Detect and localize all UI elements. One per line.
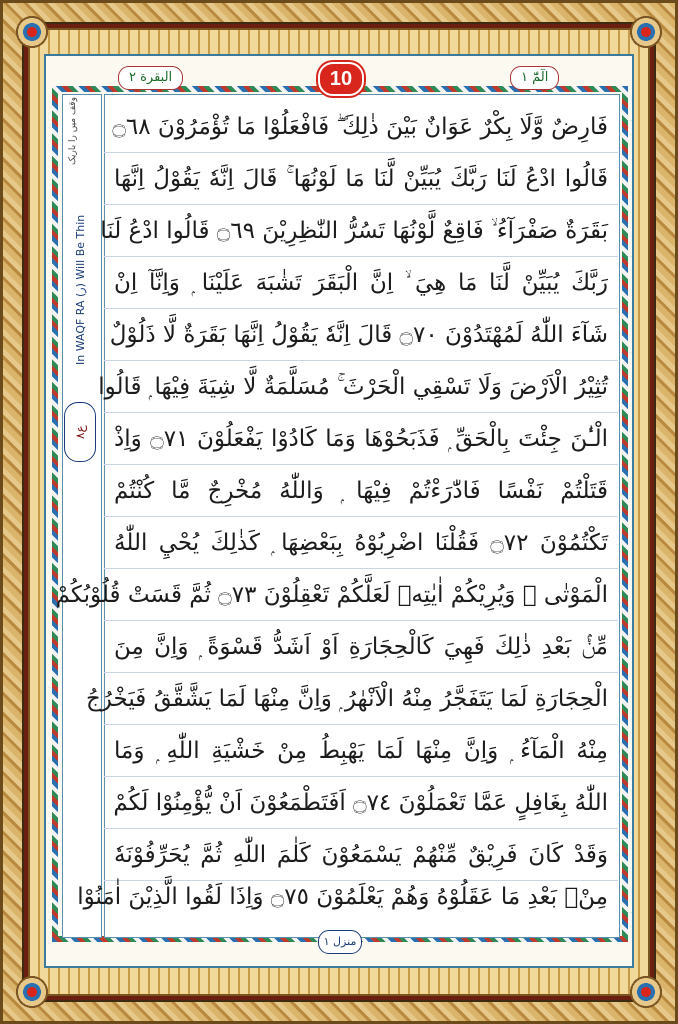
surah-label: البقرة ٢ <box>118 66 183 90</box>
margin-note: In WAQF RA (ر) Will Be Thin <box>74 214 87 366</box>
text-line: قَتَلْتُمْ نَفْسًا فَادّٰرَءْتُمْ فِيْهَا ۭ وَاللّٰهُ مُخْرِجٌ مَّا كُنْتُمْ <box>114 478 608 504</box>
text-line: وَقَدْ كَانَ فَرِيْقٌ مِّنْهُمْ يَسْمَعُوْنَ كَلٰمَ اللّٰهِ ثُمَّ يُحَرِّفُوْنَهٗ <box>114 842 608 868</box>
page-number: 10 <box>318 62 364 96</box>
text-line: مِنْهُ الْمَآءُ ۭ وَاِنَّ مِنْهَا لَمَا يَهْبِطُ مِنْ خَشْيَةِ اللّٰهِ ۭ وَمَا <box>114 738 608 764</box>
text-line: الْحِجَارَةِ لَمَا يَتَفَجَّرُ مِنْهُ الْاَنْهٰرُ ۭ وَاِنَّ مِنْهَا لَمَا يَشَّقَّقُ فَيَخْرُجُ <box>85 686 608 712</box>
text-line: مِّنْۢ بَعْدِ ذٰلِكَ فَهِيَ كَالْحِجَارَةِ اَوْ اَشَدُّ قَسْوَةً ۭ وَاِنَّ مِنَ <box>114 634 608 660</box>
text-line: مِنْۢ بَعْدِ مَا عَقَلُوْهُ وَهُمْ يَعْلَمُوْنَ ۝٧٥ وَاِذَا لَقُوا الَّذِيْنَ اٰمَنُوْا <box>77 884 608 910</box>
manzil-label: منزل ١ <box>318 930 362 954</box>
corner-ornament-icon <box>14 14 50 50</box>
corner-ornament-icon <box>628 974 664 1010</box>
text-line: تُثِيْرُ الْاَرْضَ وَلَا تَسْقِي الْحَرْثَ ۚ مُسَلَّمَةٌ لَّا شِيَةَ فِيْهَا ۭ قَالُوا <box>98 374 608 400</box>
ruku-marker: ع٨ <box>64 402 96 462</box>
text-line: قَالُوا ادْعُ لَنَا رَبَّكَ يُبَيِّنْ لَّنَا مَا لَوْنُهَا ۚ قَالَ اِنَّهٗ يَقُوْلُ اِنَّهَا <box>114 166 608 192</box>
margin-note-urdu: وقف میں را باریک <box>68 97 78 165</box>
text-line: بَقَرَةٌ صَفْرَآءُ ۙ فَاقِعٌ لَّوْنُهَا تَسُرُّ النّٰظِرِيْنَ ۝٦٩ قَالُوا ادْعُ لَنَا <box>100 218 608 244</box>
text-line: الْـٰٔنَ جِئْتَ بِالْحَقِّ ۭ فَذَبَحُوْهَا وَمَا كَادُوْا يَفْعَلُوْنَ ۝٧١ وَاِذْ <box>114 426 608 452</box>
text-line: شَآءَ اللّٰهُ لَمُهْتَدُوْنَ ۝٧٠ قَالَ اِنَّهٗ يَقُوْلُ اِنَّهَا بَقَرَةٌ لَّا ذَلُوْلٌ <box>109 322 608 348</box>
corner-ornament-icon <box>628 14 664 50</box>
text-line: اللّٰهُ بِغَافِلٍ عَمَّا تَعْمَلُوْنَ ۝٧٤ اَفَتَطْمَعُوْنَ اَنْ يُّؤْمِنُوْا لَكُمْ <box>113 790 608 816</box>
text-line: رَبَّكَ يُبَيِّنْ لَّنَا مَا هِيَ ۙ اِنَّ الْبَقَرَ تَشٰبَهَ عَلَيْنَا ۭ وَاِنَّآ اِنْ <box>114 270 608 296</box>
text-line: فَارِضٌ وَّلَا بِكْرٌ عَوَانٌ بَيْنَ ذٰلِكَ ۖ فَافْعَلُوْا مَا تُؤْمَرُوْنَ ۝٦٨ <box>112 114 608 140</box>
juz-label: الٓمّٓ ١ <box>510 66 559 90</box>
text-line: الْمَوْتٰى ۙ وَيُرِيْكُمْ اٰيٰتِهٖ لَعَلَّكُمْ تَعْقِلُوْنَ ۝٧٣ ثُمَّ قَسَتْ قُلُوْبُكُمْ <box>55 582 608 608</box>
corner-ornament-icon <box>14 974 50 1010</box>
text-line: تَكْتُمُوْنَ ۝٧٢ فَقُلْنَا اضْرِبُوْهُ بِبَعْضِهَا ۭ كَذٰلِكَ يُحْيِ اللّٰهُ <box>114 530 608 556</box>
